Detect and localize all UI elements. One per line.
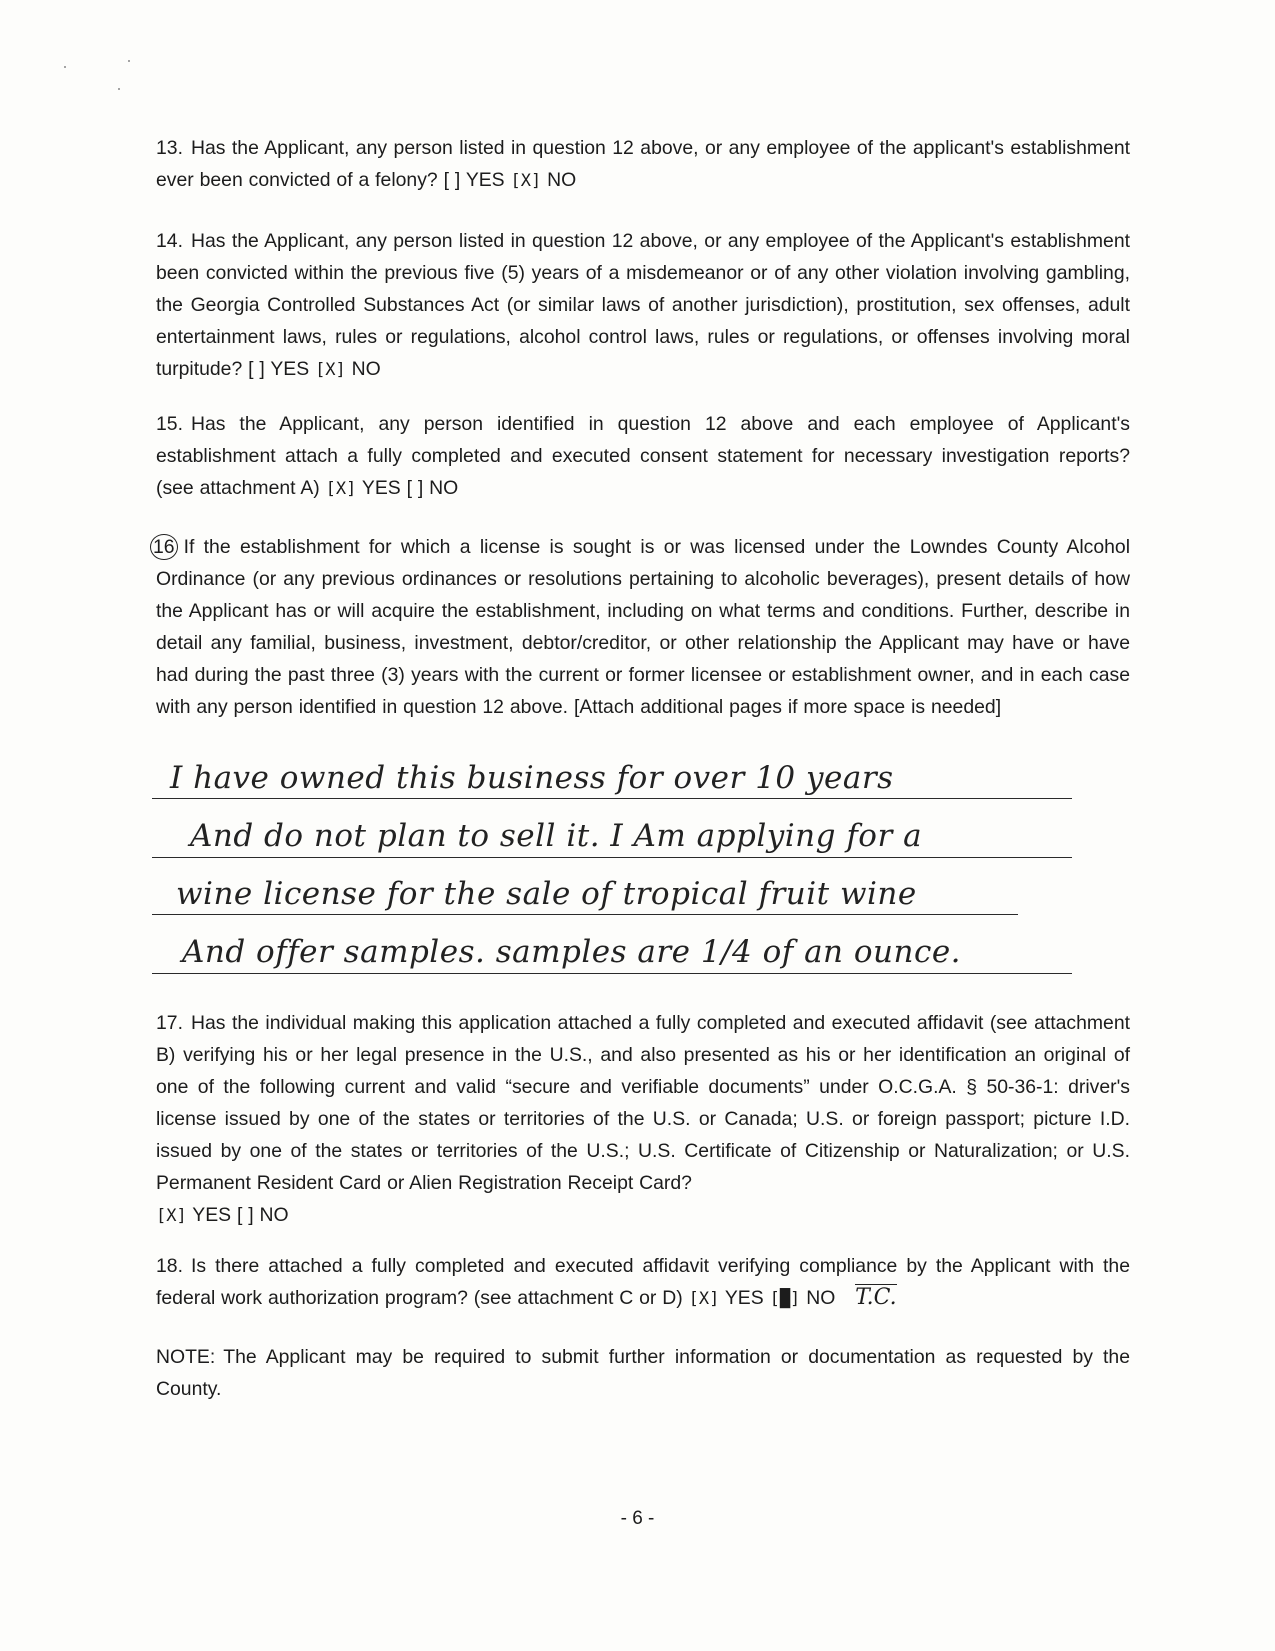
question-14: [156, 225, 1130, 386]
no-checkbox[interactable]: [ ]: [406, 477, 424, 499]
yes-label: YES: [361, 477, 401, 499]
yes-checkbox[interactable]: [X]: [325, 479, 357, 499]
question-number: 14.: [156, 230, 183, 252]
question-text: Has the Applicant, any person identified in question 12 above and each employee of Applicant's establishment attach a fully completed and executed consent statement for necessary investigation reports? (see attachment A): [156, 413, 1130, 499]
handwritten-answer-line: wine license for the sale of tropical fruit wine: [176, 876, 917, 912]
handwritten-initials: T.C.: [855, 1285, 897, 1310]
question-text: Has the Applicant, any person listed in question 12 above, or any employee of the applicant's establishment ever been convicted of a felony?: [156, 137, 1130, 191]
question-13: [156, 132, 1130, 197]
answer-line: [152, 798, 1072, 799]
no-label: NO: [547, 169, 577, 191]
no-checkbox[interactable]: [ ]: [236, 1204, 254, 1226]
question-17: [156, 1007, 1130, 1232]
scan-speck: [118, 88, 120, 90]
note: [156, 1341, 1130, 1405]
yes-checkbox[interactable]: [X]: [156, 1206, 187, 1226]
question-number: 15.: [156, 413, 183, 435]
answer-line: [152, 914, 1018, 915]
page-number: - 6 -: [620, 1508, 655, 1529]
note-text: The Applicant may be required to submit further information or documentation as requested by the County.: [156, 1346, 1130, 1400]
yes-label: YES: [192, 1204, 232, 1226]
yes-checkbox[interactable]: [X]: [688, 1289, 720, 1309]
yes-label: YES: [724, 1287, 764, 1309]
question-number: 18.: [156, 1255, 183, 1277]
yes-label: YES: [270, 358, 310, 380]
question-number: 17.: [156, 1012, 183, 1034]
yes-label: YES: [465, 169, 505, 191]
no-label: NO: [259, 1204, 289, 1226]
note-label: NOTE:: [156, 1346, 216, 1368]
question-number-circled: 16: [150, 534, 178, 560]
no-label: NO: [351, 358, 381, 380]
answer-line: [152, 973, 1072, 974]
question-15: [156, 408, 1130, 505]
no-checkbox[interactable]: [X]: [510, 171, 542, 191]
no-checkbox[interactable]: [█]: [769, 1289, 801, 1309]
question-text: Has the Applicant, any person listed in question 12 above, or any employee of the Applicant's establishment been convicted within the previous five (5) years of a misdemeanor or of any other violation involving gambling, the Georgia Controlled Substances Act (or similar laws of another jurisdiction), prostitution, sex offenses, adult entertainment laws, rules or regulations, alcohol control laws, rules or regulations, or offenses involving moral turpitude?: [156, 230, 1130, 380]
question-18: [156, 1250, 1130, 1315]
question-16: [153, 531, 1130, 723]
question-text: If the establishment for which a license is sought is or was licensed under the Lowndes County Alcohol Ordinance (or any previous ordinances or resolutions pertaining to alcoholic beverages), present details of how the Applicant has or will acquire the establishment, including on what terms and conditions. Further, describe in detail any familial, business, investment, debtor/creditor, or other relationship the Applicant may have or have had during the past three (3) years with the current or former licensee or establishment owner, and in each case with any person identified in question 12 above. [Attach additional pages if more space is needed]: [156, 536, 1130, 718]
question-number: 13.: [156, 137, 183, 159]
question-text: Is there attached a fully completed and executed affidavit verifying compliance by the Applicant with the federal work authorization program? (see attachment C or D): [156, 1255, 1130, 1309]
no-label: NO: [429, 477, 459, 499]
scan-speck: [64, 66, 66, 68]
no-checkbox[interactable]: [X]: [315, 360, 346, 380]
handwritten-answer-line: And offer samples. samples are 1/4 of an ounce.: [182, 934, 962, 970]
no-label: NO: [806, 1287, 836, 1309]
scan-speck: [128, 60, 130, 62]
yes-checkbox[interactable]: [ ]: [443, 169, 461, 191]
handwritten-answer-line: I have owned this business for over 10 years: [170, 760, 894, 796]
answer-line: [152, 857, 1072, 858]
yes-checkbox[interactable]: [ ]: [248, 358, 265, 380]
question-text: Has the individual making this application attached a fully completed and executed affidavit (see attachment B) verifying his or her legal presence in the U.S., and also presented as his or her identification an original of one of the following current and valid “secure and verifiable documents” under O.C.G.A. § 50-36-1: driver's license issued by one of the states or territories of the U.S. or Canada; U.S. or foreign passport; picture I.D. issued by one of the states or territories of the U.S.; U.S. Certificate of Citizenship or Naturalization; or U.S. Permanent Resident Card or Alien Registration Receipt Card?: [156, 1012, 1130, 1194]
handwritten-answer-line: And do not plan to sell it. I Am applying for a: [190, 818, 923, 854]
